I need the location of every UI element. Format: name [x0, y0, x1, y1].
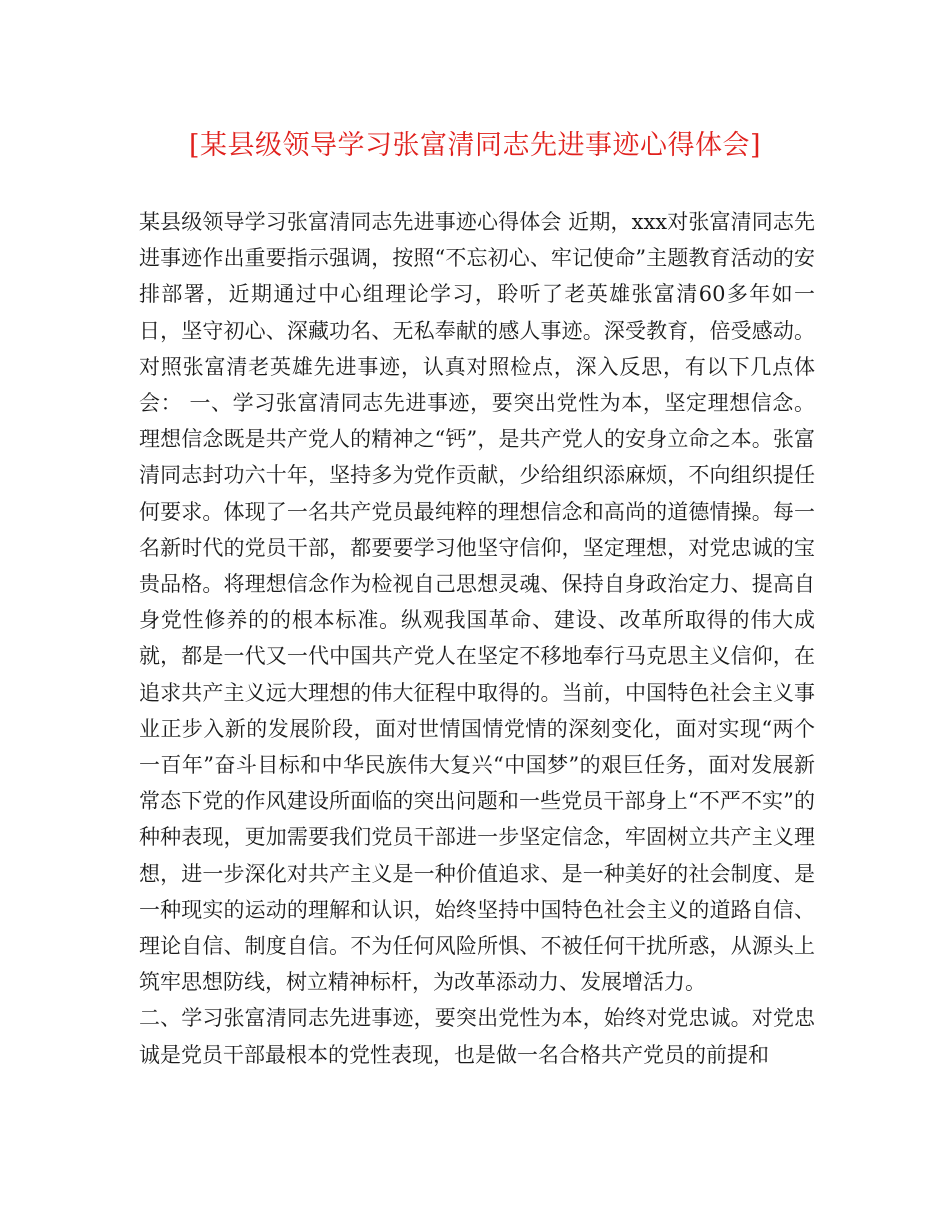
paragraph-1: 某县级领导学习张富清同志先进事迹心得体会 近期，xxx对张富清同志先进事迹作出重要指示强调，按照“不忘初心、牢记使命”主题教育活动的安排部署，近期通过中心组理论学习，聆听了老英雄张富清60多年如一日，坚守初心、深藏功名、无私奉献的感人事迹。深受教育，倍受感动。对照张富清老英雄先进事迹，认真对照检点，深入反思，有以下几点体会： 一、学习张富清同志先进事迹，要突出党性为本，坚定理想信念。理想信念既是共产党人的精神之“钙”，是共产党人的安身立命之本。张富清同志封功六十年，坚持多为党作贡献，少给组织添麻烦，不向组织提任何要求。体现了一名共产党员最纯粹的理想信念和高尚的道德情操。每一名新时代的党员干部，都要要学习他坚守信仰，坚定理想，对党忠诚的宝贵品格。将理想信念作为检视自己思想灵魂、保持自身政治定力、提高自身党性修养的的根本标准。纵观我国革命、建设、改革所取得的伟大成就，都是一代又一代中国共产党人在坚定不移地奉行马克思主义信仰，在追求共产主义远大理想的伟大征程中取得的。当前，中国特色社会主义事业正步入新的发展阶段，面对世情国情党情的深刻变化，面对实现“两个一百年”奋斗目标和中华民族伟大复兴“中国梦”的艰巨任务，面对发展新常态下党的作风建设所面临的突出问题和一些党员干部身上“不严不实”的种种表现，更加需要我们党员干部进一步坚定信念，牢固树立共产主义理想，进一步深化对共产主义是一种价值追求、是一种美好的社会制度、是一种现实的运动的理解和认识，始终坚持中国特色社会主义的道路自信、理论自信、制度自信。不为任何风险所惧、不被任何干扰所惑，从源头上筑牢思想防线，树立精神标杆，为改革添动力、发展增活力。 [139, 210, 815, 995]
document-title: [某县级领导学习张富清同志先进事迹心得体会] [188, 130, 762, 161]
document-body [139, 204, 815, 1073]
paragraph-2: 二、学习张富清同志先进事迹，要突出党性为本，始终对党忠诚。对党忠诚是党员干部最根本的党性表现，也是做一名合格共产党员的前提和 [139, 1006, 815, 1067]
